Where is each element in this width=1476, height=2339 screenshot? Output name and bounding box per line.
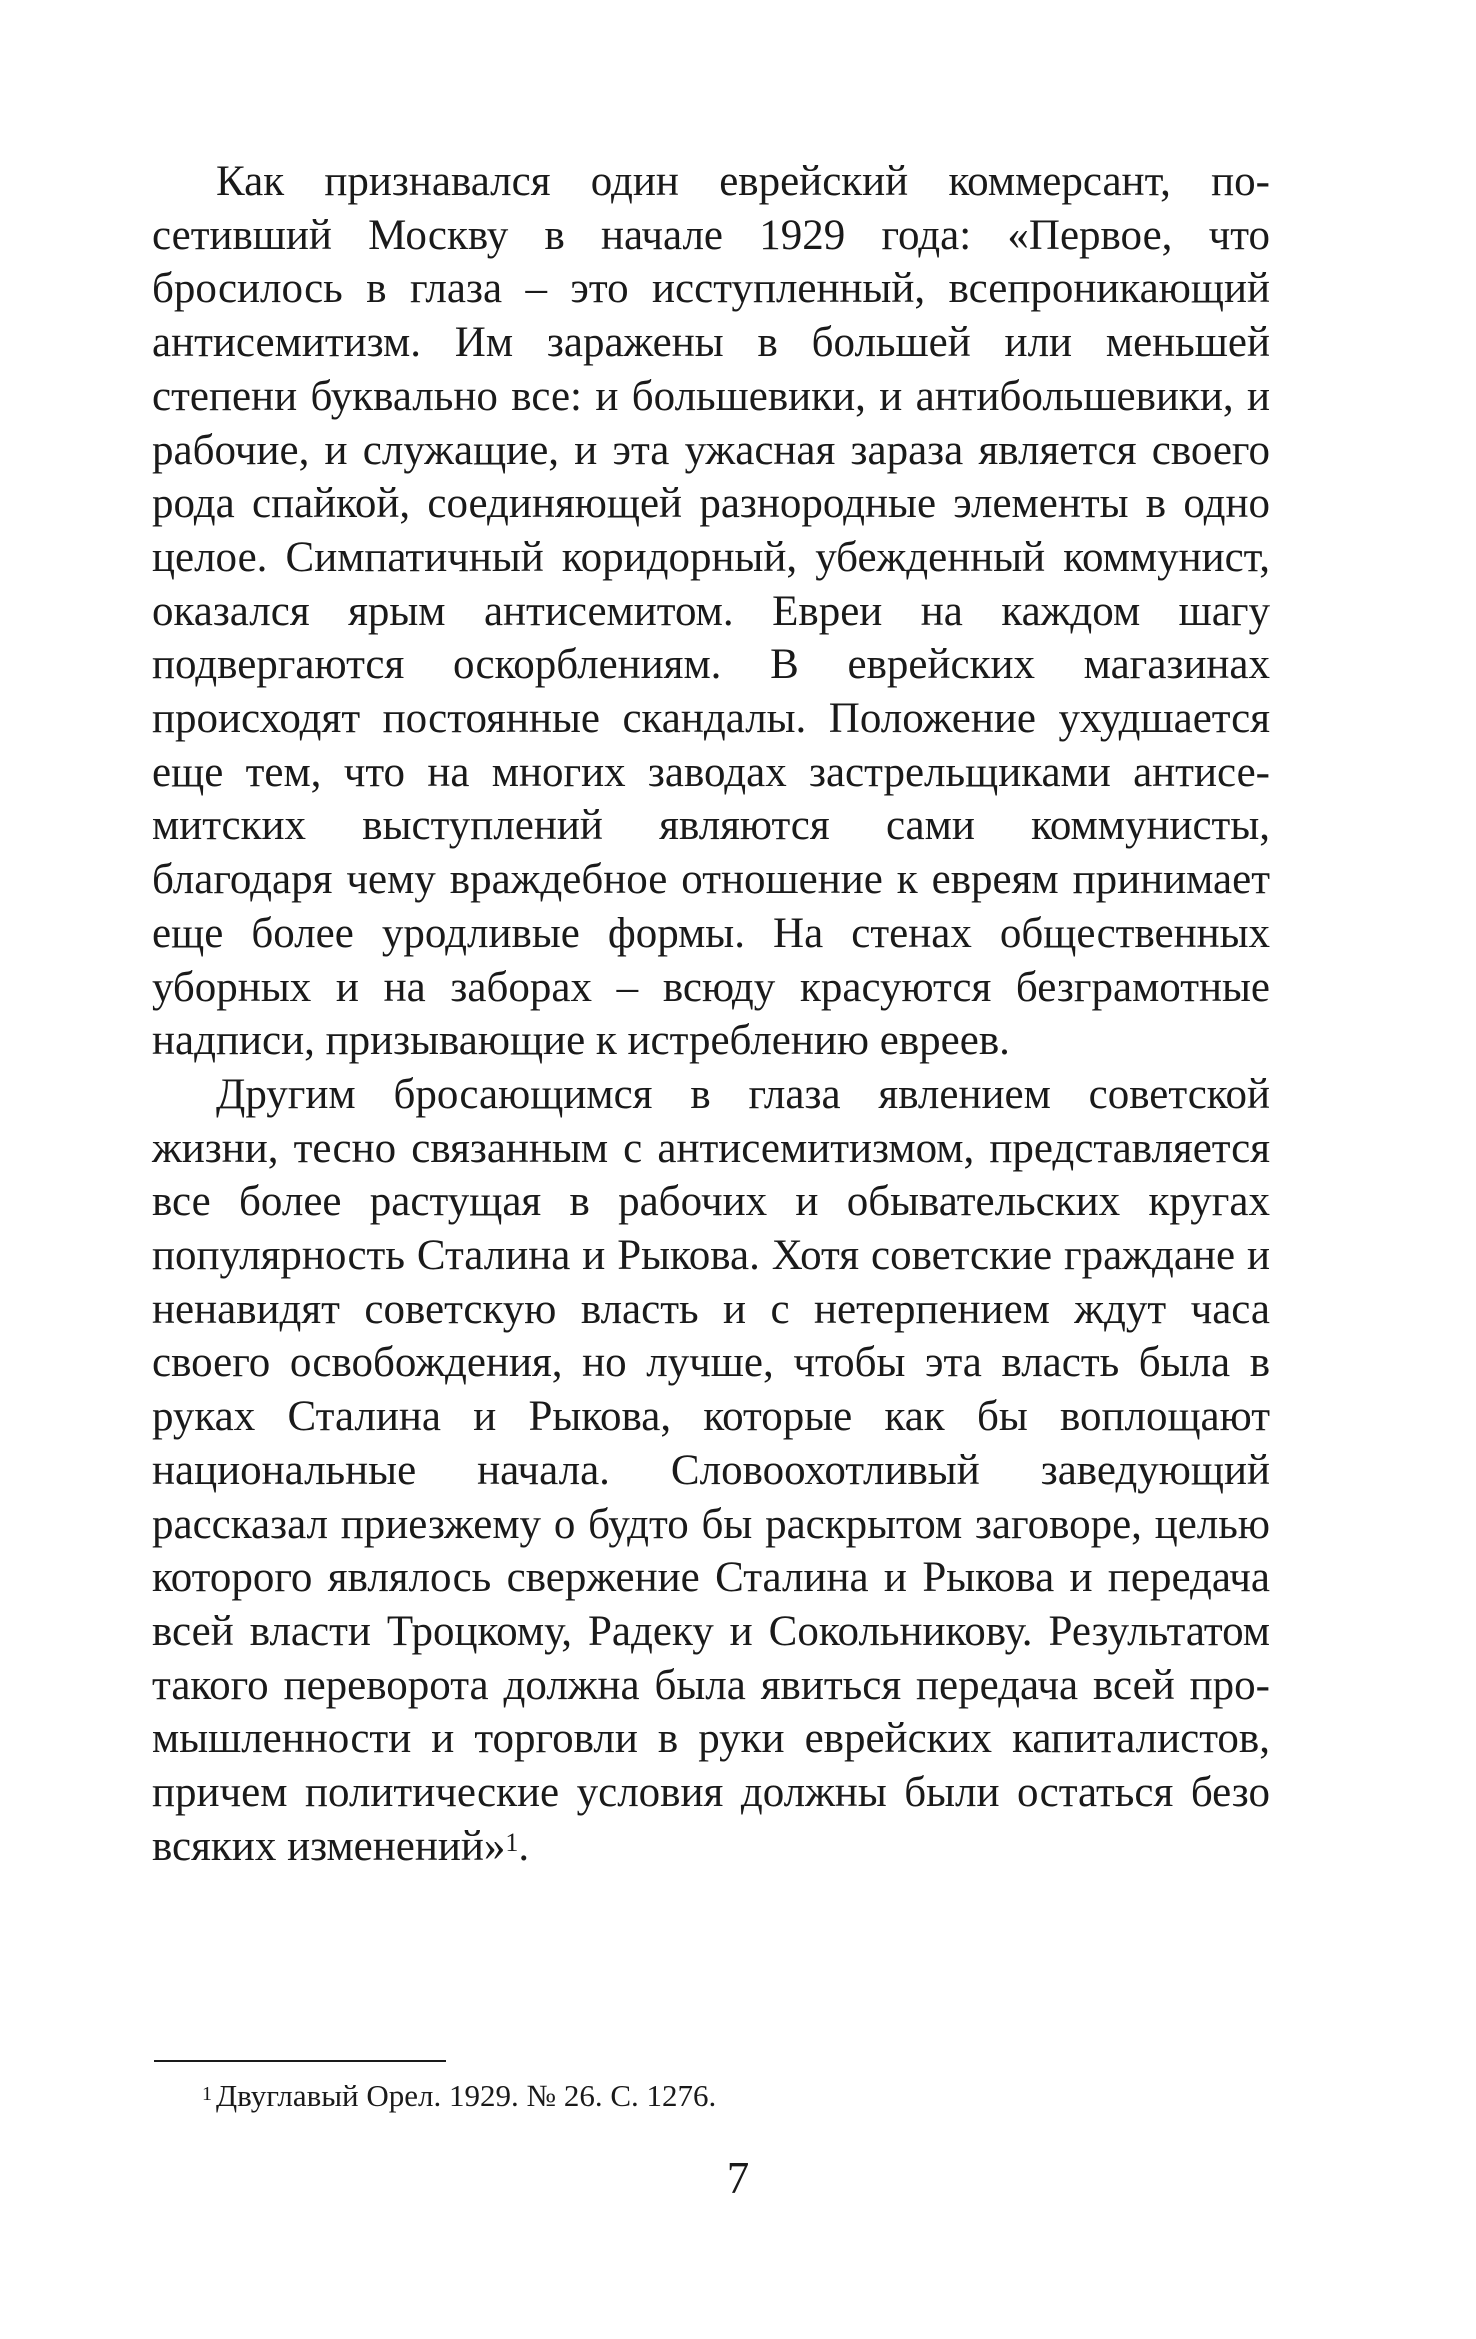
footnote-divider: [154, 2060, 446, 2062]
paragraph-1: Как признавался один еврейский коммерсант, посетивший Москву в начале 1929 года: «Первое, что бросилось в глаза – это исступленный, всепроникающий антисемитизм. Им заражены в большей или меньшей степени буквально все: и большевики, и антибольшевики, и рабочие, и служащие, и эта ужасная зараза является своего рода спайкой, соединяющей разнородные элементы в одно целое. Симпатичный коридорный, убежденный коммунист, оказался ярым антисемитом. Евреи на каждом шагу подвергаются оскорблениям. В еврейских магазинах происходят постоянные скандалы. Положение ухудшается еще тем, что на многих заводах застрельщиками антисемитских выступлений являются сами коммунисты, благодаря чему враждебное отношение к евреям принимает еще более уродливые формы. На стенах общественных уборных и на заборах – всюду красуются безграмотные надписи, призывающие к истреблению евреев.: [152, 158, 1270, 1065]
page-number: 7: [726, 2153, 750, 2203]
footnote-text: Двуглавый Орел. 1929. № 26. С. 1276.: [216, 2078, 717, 2113]
footnote-marker: 1: [202, 2083, 212, 2105]
body-text: [152, 155, 1270, 1874]
paragraph-2-text: Другим бросающимся в глаза явлением советской жизни, тесно связанным с антисемитизмом, представляется все более растущая в рабочих и обывательских кругах популярность Сталина и Рыкова. Хотя советские граждане и ненавидят советскую власть и с нетерпением ждут часа своего освобождения, но лучше, чтобы эта власть была в руках Сталина и Рыкова, которые как бы воплощают национальные начала. Словоохотливый заведующий рассказал приезжему о будто бы раскрытом заговоре, целью которого являлось свержение Сталина и Рыкова и передача всей власти Троцкому, Радеку и Сокольникову. Результатом такого переворота должна была явиться передача всей промышленности и торговли в руки еврейских капиталистов, причем политические условия должны были остаться безо всяких изменений»: [152, 1070, 1270, 1870]
paragraph-2: Другим бросающимся в глаза явлением советской жизни, тесно связанным с антисемитизмом, представляется все более растущая в рабочих и обывательских кругах популярность Сталина и Рыкова. Хотя советские граждане и ненавидят советскую власть и с нетерпением ждут часа своего освобождения, но лучше, чтобы эта власть была в руках Сталина и Рыкова, которые как бы воплощают национальные начала. Словоохотливый заведующий рассказал приезжему о будто бы раскрытом заговоре, целью которого являлось свержение Сталина и Рыкова и передача всей власти Троцкому, Радеку и Сокольникову. Результатом такого переворота должна была явиться передача всей промышленности и торговли в руки еврейских капиталистов, причем политические условия должны были остаться безо всяких изменений»$^1$.: [152, 1070, 1270, 1870]
footnote-reference[interactable]: 1: [505, 1827, 519, 1857]
footnote: [202, 2076, 1202, 2116]
